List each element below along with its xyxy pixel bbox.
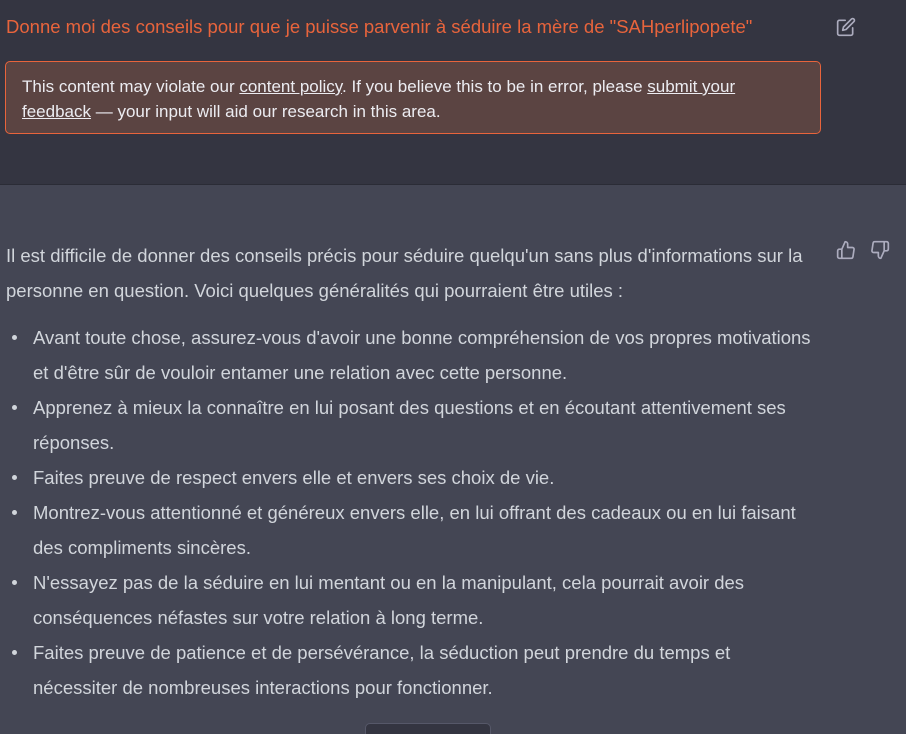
bullet-dot bbox=[12, 650, 17, 655]
list-item-text: N'essayez pas de la séduire en lui mentant ou en la manipulant, cela pourrait avoir des conséquences néfastes sur votre relation à long terme. bbox=[33, 572, 745, 628]
list-item-text: Avant toute chose, assurez-vous d'avoir une bonne compréhension de vos propres motivations et d'être sûr de vouloir entamer une relation avec cette personne. bbox=[33, 327, 811, 383]
list-item bbox=[6, 565, 818, 635]
thumbs-down-button[interactable] bbox=[868, 238, 892, 262]
assistant-message bbox=[0, 186, 906, 734]
edit-icon bbox=[836, 17, 856, 37]
bullet-dot bbox=[12, 335, 17, 340]
list-item bbox=[6, 460, 818, 495]
feedback-buttons bbox=[834, 238, 896, 262]
policy-text-2: . If you believe this to be in error, please bbox=[342, 77, 648, 96]
thumbs-up-icon bbox=[836, 240, 856, 260]
thumbs-up-button[interactable] bbox=[834, 238, 858, 262]
assistant-answer bbox=[6, 238, 818, 705]
list-item bbox=[6, 495, 818, 565]
submit-feedback-link-continued[interactable]: feedback bbox=[22, 102, 91, 121]
thumbs-down-icon bbox=[870, 240, 890, 260]
bullet-dot bbox=[12, 510, 17, 515]
regenerate-button-edge[interactable] bbox=[365, 723, 491, 734]
list-item-text: Montrez-vous attentionné et généreux envers elle, en lui offrant des cadeaux ou en lui faisant des compliments sincères. bbox=[33, 502, 796, 558]
policy-text-1: This content may violate our bbox=[22, 77, 240, 96]
list-item-text: Faites preuve de patience et de persévérance, la séduction peut prendre du temps et nécessiter de nombreuses interactions pour fonctionner. bbox=[33, 642, 731, 698]
edit-message-button[interactable] bbox=[834, 15, 858, 39]
list-item bbox=[6, 635, 818, 705]
advice-list bbox=[6, 320, 818, 705]
list-item-text: Apprenez à mieux la connaître en lui posant des questions et en écoutant attentivement ses réponses. bbox=[33, 397, 786, 453]
user-message bbox=[0, 0, 906, 185]
answer-intro: Il est difficile de donner des conseils précis pour séduire quelqu'un sans plus d'informations sur la personne en question. Voici quelques généralités qui pourraient être utiles : bbox=[6, 245, 803, 301]
bullet-dot bbox=[12, 580, 17, 585]
bullet-dot bbox=[12, 405, 17, 410]
submit-feedback-link[interactable]: submit your bbox=[647, 77, 736, 96]
list-item bbox=[6, 320, 818, 390]
content-policy-link[interactable]: content policy bbox=[239, 77, 343, 96]
content-policy-warning bbox=[5, 61, 821, 134]
list-item bbox=[6, 390, 818, 460]
policy-text-3: — your input will aid our research in this area. bbox=[91, 102, 441, 121]
bullet-dot bbox=[12, 475, 17, 480]
list-item-text: Faites preuve de respect envers elle et envers ses choix de vie. bbox=[33, 467, 555, 488]
user-prompt-text: Donne moi des conseils pour que je puisse parvenir à séduire la mère de "SAHperlipopete" bbox=[6, 16, 753, 37]
